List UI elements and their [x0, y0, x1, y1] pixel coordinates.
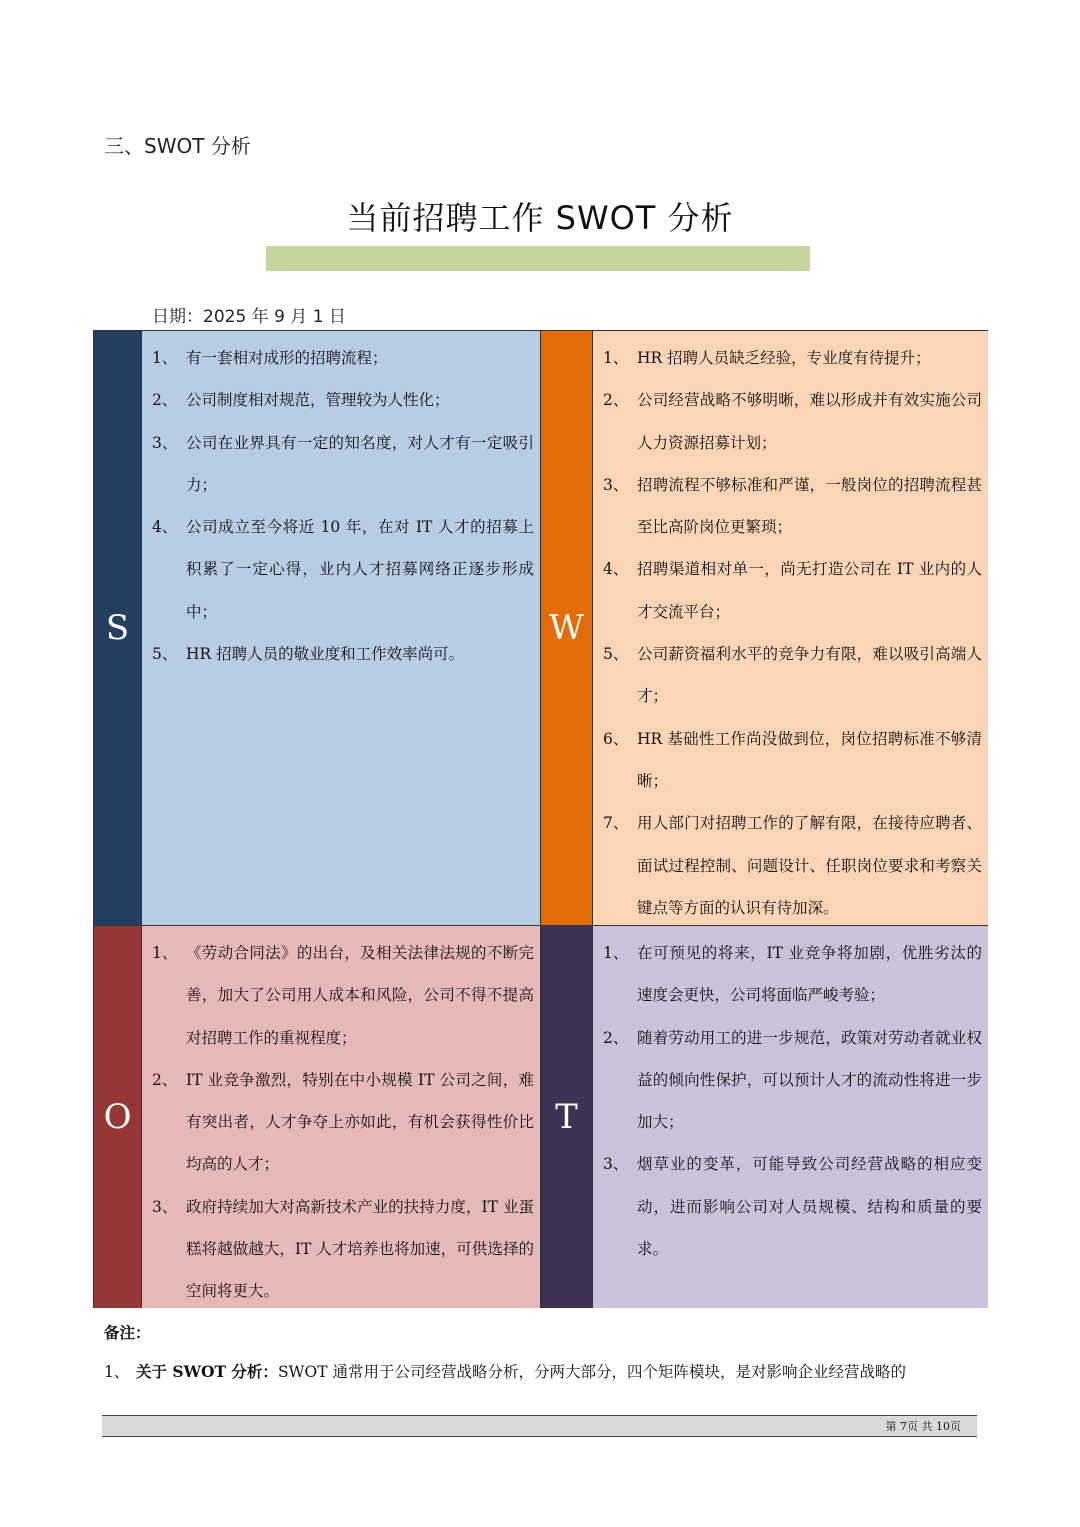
list-item [152, 633, 534, 675]
item-number: 3、 [152, 433, 178, 452]
list-item [603, 802, 982, 929]
weaknesses-cell [593, 331, 988, 925]
s-letter-cell [94, 331, 142, 925]
item-text: 公司制度相对规范，管理较为人性化； [186, 391, 450, 410]
opportunities-cell [142, 926, 541, 1308]
note-bold-lead: 关于 SWOT 分析： [136, 1362, 278, 1381]
list-item [152, 422, 534, 507]
list-item [152, 337, 534, 379]
item-number: 5、 [603, 645, 629, 664]
weaknesses-list [603, 337, 982, 929]
item-text: 《劳动合同法》的出台，及相关法律法规的不断完善，加大了公司用人成本和风险，公司不得不提高对招聘工作的重视程度； [186, 944, 534, 1047]
document-title: 当前招聘工作 SWOT 分析 [346, 199, 734, 237]
notes-label: 备注： [104, 1323, 151, 1342]
item-text: 有一套相对成形的招聘流程； [186, 349, 388, 367]
swot-matrix [93, 330, 988, 1308]
threats-cell [593, 926, 988, 1308]
o-letter-cell [94, 926, 142, 1308]
list-item [603, 548, 982, 633]
note-number: 1、 [104, 1363, 130, 1381]
item-text: 公司成立至今将近 10 年，在对 IT 人才的招募上积累了一定心得，业内人才招募网络正逐步形成中； [186, 518, 534, 621]
item-number: 3、 [152, 1197, 178, 1216]
item-number: 4、 [152, 518, 178, 537]
s-letter: S [105, 608, 130, 648]
item-number: 7、 [603, 814, 629, 833]
note-text: SWOT 通常用于公司经营战略分析，分两大部分，四个矩阵模块，是对影响企业经营战略的 [277, 1363, 906, 1381]
title-underline-bar [266, 246, 810, 271]
item-number: 1、 [603, 349, 629, 367]
item-text: 公司经营战略不够明晰，难以形成并有效实施公司人力资源招募计划； [637, 391, 982, 452]
w-letter: W [549, 608, 584, 648]
item-number: 1、 [152, 349, 178, 367]
list-item [152, 379, 534, 421]
note-line-1 [104, 1360, 984, 1382]
list-item [603, 633, 982, 718]
item-text: 政府持续加大对高新技术产业的扶持力度，IT 业蛋糕将越做越大，IT 人才培养也将加速，可供选择的空间将更大。 [186, 1197, 534, 1301]
threats-list [603, 932, 982, 1270]
item-number: 5、 [152, 645, 178, 664]
list-item [152, 1186, 534, 1313]
item-number: 3、 [603, 1155, 629, 1174]
item-text: 招聘流程不够标准和严谨，一般岗位的招聘流程甚至比高阶岗位更繁琐； [637, 475, 982, 537]
item-text: HR 招聘人员缺乏经验，专业度有待提升； [637, 349, 931, 367]
date-line: 日期：2025 年 9 月 1 日 [152, 307, 346, 327]
list-item [603, 718, 982, 803]
item-number: 2、 [152, 1070, 178, 1089]
opportunities-list [152, 932, 534, 1313]
list-item [603, 1143, 982, 1270]
list-item [152, 506, 534, 633]
list-item [603, 379, 982, 464]
list-item [152, 932, 534, 1059]
item-number: 1、 [603, 944, 629, 962]
page-footer [102, 1415, 977, 1437]
item-text: 随着劳动用工的进一步规范，政策对劳动者就业权益的倾向性保护，可以预计人才的流动性将进一步加大； [637, 1028, 982, 1132]
strengths-cell [142, 331, 541, 925]
t-letter: T [555, 1097, 578, 1137]
item-text: 用人部门对招聘工作的了解有限，在接待应聘者、面试过程控制、问题设计、任职岗位要求和考察关键点等方面的认识有待加深。 [637, 814, 982, 917]
item-number: 3、 [603, 475, 629, 494]
section-heading: 三、SWOT 分析 [104, 134, 251, 158]
list-item [603, 464, 982, 549]
item-number: 6、 [603, 729, 629, 748]
item-text: 烟草业的变革，可能导致公司经营战略的相应变动，进而影响公司对人员规模、结构和质量的要求。 [637, 1155, 982, 1259]
item-text: 在可预见的将来，IT 业竞争将加剧，优胜劣汰的速度会更快，公司将面临严峻考验； [637, 944, 982, 1005]
list-item [603, 1017, 982, 1144]
item-text: 公司薪资福利水平的竞争力有限，难以吸引高端人才； [637, 645, 982, 706]
list-item [603, 337, 982, 379]
item-number: 2、 [603, 391, 629, 410]
item-text: 招聘渠道相对单一，尚无打造公司在 IT 业内的人才交流平台； [637, 560, 982, 621]
page-number: 第 7页 共 10页 [885, 1420, 961, 1433]
item-text: HR 招聘人员的敬业度和工作效率尚可。 [186, 645, 465, 664]
item-number: 1、 [152, 944, 178, 962]
item-text: HR 基础性工作尚没做到位，岗位招聘标准不够清晰； [637, 729, 982, 790]
strengths-list [152, 337, 534, 675]
item-number: 4、 [603, 560, 629, 579]
item-number: 2、 [603, 1028, 629, 1047]
w-letter-cell [541, 331, 593, 925]
o-letter: O [103, 1097, 132, 1137]
item-text: 公司在业界具有一定的知名度，对人才有一定吸引力； [186, 433, 534, 494]
list-item [603, 932, 982, 1017]
list-item [152, 1059, 534, 1186]
item-number: 2、 [152, 391, 178, 410]
item-text: IT 业竞争激烈，特别在中小规模 IT 公司之间，难有突出者，人才争夺上亦如此，有机会获得性价比均高的人才； [186, 1070, 534, 1174]
t-letter-cell [541, 926, 593, 1308]
